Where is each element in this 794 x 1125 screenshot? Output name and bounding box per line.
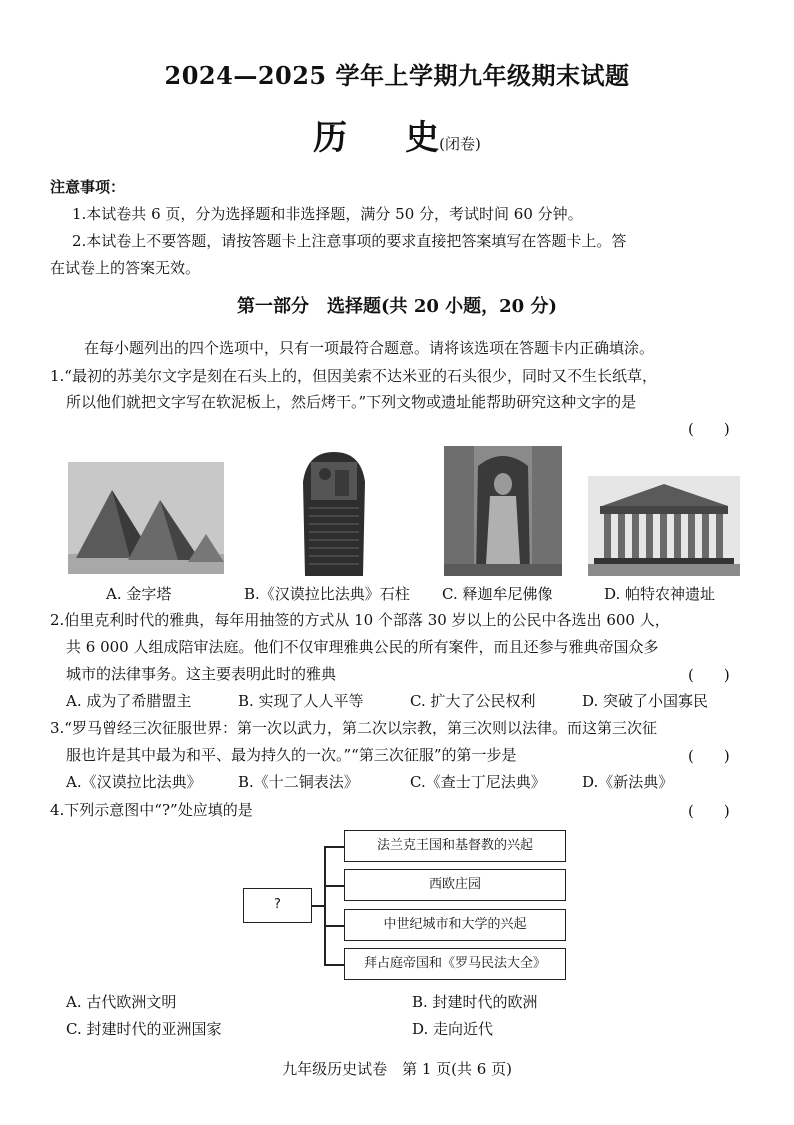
q2-option-c: C. 扩大了公民权利 xyxy=(410,692,536,710)
diagram-branch-2: 西欧庄园 xyxy=(344,869,566,901)
q1-line-1: 1.“最初的苏美尔文字是刻在石头上的，但因美索不达米亚的石头很少，同时又不生长纸草， xyxy=(50,367,657,385)
diagram-branch-line-1 xyxy=(324,846,344,848)
q2-line-3: 城市的法律事务。这主要表明此时的雅典 xyxy=(66,665,337,683)
subject-char-1: 历 xyxy=(313,118,348,158)
diagram-branch-1: 法兰克王国和基督教的兴起 xyxy=(344,830,566,862)
subject-char-2: 史 xyxy=(405,118,440,158)
notice-item-2-line-2: 在试卷上的答案无效。 xyxy=(50,259,201,277)
q2-option-b: B. 实现了人人平等 xyxy=(238,692,364,710)
subject-note: (闭卷) xyxy=(439,135,481,153)
q3-option-a: A.《汉谟拉比法典》 xyxy=(66,773,202,791)
q2-option-a: A. 成为了希腊盟主 xyxy=(66,692,192,710)
q3-answer-bracket: ( ) xyxy=(688,747,730,765)
diagram-branch-line-2 xyxy=(324,885,344,887)
q3-line-2: 服也许是其中最为和平、最为持久的一次。”“第三次征服”的第一步是 xyxy=(66,746,517,764)
q2-line-1: 2.伯里克利时代的雅典，每年用抽签的方式从 10 个部落 30 岁以上的公民中各选出 600 人， xyxy=(50,611,670,629)
q1-option-a: A. 金字塔 xyxy=(106,585,172,603)
q2-answer-bracket: ( ) xyxy=(688,666,730,684)
q4-option-b: B. 封建时代的欧洲 xyxy=(412,993,538,1011)
diagram-branch-line-4 xyxy=(324,964,344,966)
q1-answer-bracket: ( ) xyxy=(688,420,730,438)
parthenon-image xyxy=(588,476,740,576)
q4-answer-bracket: ( ) xyxy=(688,802,730,820)
q2-option-d: D. 突破了小国寡民 xyxy=(582,692,709,710)
diagram-connector xyxy=(312,905,324,907)
buddha-statue-image xyxy=(444,446,562,576)
diagram-branch-3: 中世纪城市和大学的兴起 xyxy=(344,909,566,941)
q1-option-b: B.《汉谟拉比法典》石柱 xyxy=(244,585,410,603)
q3-option-c: C.《查士丁尼法典》 xyxy=(410,773,546,791)
q1-option-c: C. 释迦牟尼佛像 xyxy=(442,585,553,603)
pyramids-image xyxy=(68,462,224,574)
diagram-branch-line-3 xyxy=(324,925,344,927)
notice-item-2-line-1: 2.本试卷上不要答题，请按答题卡上注意事项的要求直接把答案填写在答题卡上。答 xyxy=(72,232,627,250)
diagram-vertical-line xyxy=(324,846,326,965)
q4-option-d: D. 走向近代 xyxy=(412,1020,494,1038)
notice-heading: 注意事项： xyxy=(50,178,126,196)
q1-line-2: 所以他们就把文字写在软泥板上，然后烤干。”下列文物或遗址能帮助研究这种文字的是 xyxy=(66,393,637,411)
notice-item-1: 1.本试卷共 6 页，分为选择题和非选择题，满分 50 分，考试时间 60 分钟。 xyxy=(72,205,583,223)
q3-option-b: B.《十二铜表法》 xyxy=(238,773,359,791)
hammurabi-stele-image xyxy=(297,452,371,576)
diagram-root-box: ? xyxy=(243,888,312,923)
section-title: 第一部分 选择题(共 20 小题，20 分) xyxy=(237,296,557,317)
page-footer: 九年级历史试卷 第 1 页(共 6 页) xyxy=(282,1060,512,1078)
q1-option-d: D. 帕特农神遗址 xyxy=(604,585,716,603)
diagram-branch-4: 拜占庭帝国和《罗马民法大全》 xyxy=(344,948,566,980)
q3-line-1: 3.“罗马曾经三次征服世界：第一次以武力，第二次以宗教，第三次则以法律。而这第三次征 xyxy=(50,719,657,737)
q3-option-d: D.《新法典》 xyxy=(582,773,674,791)
q4-line-1: 4.下列示意图中“?”处应填的是 xyxy=(50,801,253,819)
exam-title: 2024—2025 学年上学期九年级期末试题 xyxy=(164,61,630,90)
subject-heading xyxy=(0,110,794,159)
section-instruction: 在每小题列出的四个选项中，只有一项最符合题意。请将该选项在答题卡内正确填涂。 xyxy=(84,339,655,357)
q4-option-a: A. 古代欧洲文明 xyxy=(66,993,177,1011)
q4-option-c: C. 封建时代的亚洲国家 xyxy=(66,1020,222,1038)
q2-line-2: 共 6 000 人组成陪审法庭。他们不仅审理雅典公民的所有案件，而且还参与雅典帝国众多 xyxy=(66,638,659,656)
